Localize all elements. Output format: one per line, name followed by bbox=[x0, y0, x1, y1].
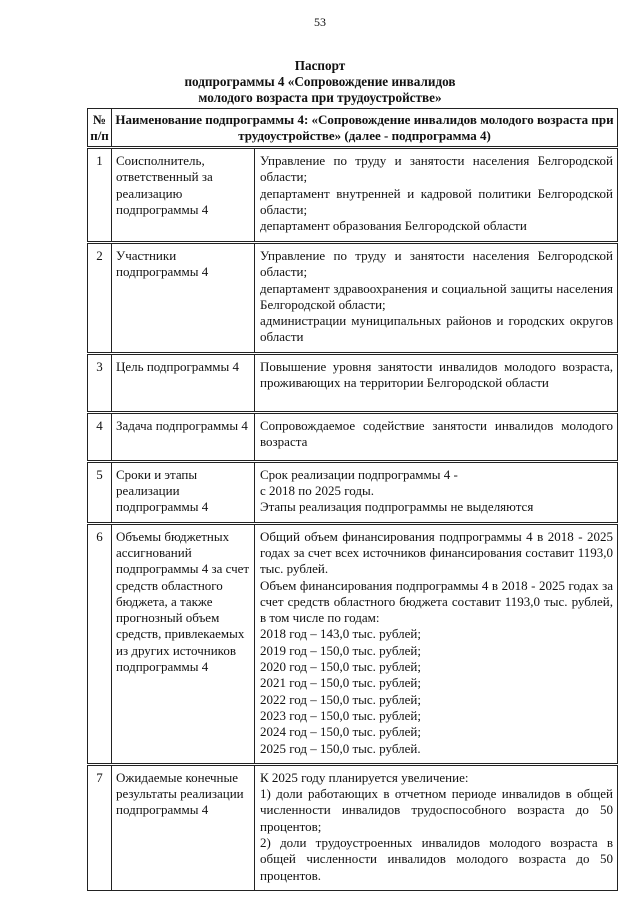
table-row bbox=[88, 353, 618, 412]
row-value bbox=[255, 412, 618, 461]
row-value-line: 2020 год – 150,0 тыс. рублей; bbox=[260, 659, 421, 675]
title-line-2: подпрограммы 4 «Сопровождение инвалидов bbox=[184, 74, 456, 89]
row-number: 5 bbox=[88, 461, 112, 523]
row-value bbox=[255, 353, 618, 412]
row-value bbox=[255, 461, 618, 523]
row-value-line: Срок реализации подпрограммы 4 - bbox=[260, 466, 458, 482]
row-value-line: Этапы реализация подпрограммы не выделяются bbox=[260, 499, 534, 515]
table-row bbox=[88, 461, 618, 523]
row-value-line: Объем финансирования подпрограммы 4 в 2018 - 2025 годах за счет средств областного бюджета составит 1193,0 тыс. рублей, в том числе по годам: bbox=[260, 577, 614, 626]
row-value bbox=[255, 764, 618, 890]
header-name: Наименование подпрограммы 4: «Сопровождение инвалидов молодого возраста при трудоустройстве» (далее - подпрограмма 4) bbox=[112, 109, 618, 148]
row-value-line: администрации муниципальных районов и городских округов области bbox=[260, 313, 614, 345]
document-title bbox=[0, 58, 640, 106]
row-value bbox=[255, 523, 618, 764]
row-value-line: К 2025 году планируется увеличение: bbox=[260, 769, 469, 785]
row-label: Ожидаемые конечные результаты реализации подпрограммы 4 bbox=[112, 764, 255, 890]
row-value-line: Управление по труду и занятости населения Белгородской области; bbox=[260, 153, 614, 185]
row-value-line: 2018 год – 143,0 тыс. рублей; bbox=[260, 626, 421, 642]
table-row bbox=[88, 243, 618, 354]
row-value-line: 2023 год – 150,0 тыс. рублей; bbox=[260, 707, 421, 723]
row-value bbox=[255, 148, 618, 243]
row-label: Объемы бюджетных ассигнований подпрограммы 4 за счет средств областного бюджета, а также прогнозный объем средств, привлекаемых из других источников подпрограммы 4 bbox=[112, 523, 255, 764]
row-number: 7 bbox=[88, 764, 112, 890]
table-header-row bbox=[88, 109, 618, 148]
row-value-line: департамент здравоохранения и социальной защиты населения Белгородской области; bbox=[260, 280, 614, 312]
row-value bbox=[255, 243, 618, 354]
row-label: Участники подпрограммы 4 bbox=[112, 243, 255, 354]
row-value-line: 1) доли работающих в отчетном периоде инвалидов в общей численности инвалидов трудоспособного возраста до 50 процентов; bbox=[260, 786, 614, 834]
row-number: 2 bbox=[88, 243, 112, 354]
row-value-line: Общий объем финансирования подпрограммы 4 в 2018 - 2025 годах за счет всех источников финансирования составит 1193,0 тыс. рублей. bbox=[260, 528, 614, 577]
row-label: Соисполнитель, ответственный за реализацию подпрограммы 4 bbox=[112, 148, 255, 243]
row-value-line: Сопровождаемое содействие занятости инвалидов молодого возраста bbox=[260, 417, 614, 450]
table-row bbox=[88, 764, 618, 890]
row-value-line: Повышение уровня занятости инвалидов молодого возраста, проживающих на территории Белгородской области bbox=[260, 358, 614, 391]
table-row bbox=[88, 412, 618, 461]
row-value-line: Управление по труду и занятости населения Белгородской области; bbox=[260, 248, 614, 280]
row-value-line: 2024 год – 150,0 тыс. рублей; bbox=[260, 724, 421, 740]
row-value-line: 2021 год – 150,0 тыс. рублей; bbox=[260, 675, 421, 691]
row-number: 1 bbox=[88, 148, 112, 243]
row-number: 6 bbox=[88, 523, 112, 764]
row-label: Цель подпрограммы 4 bbox=[112, 353, 255, 412]
row-value-line: департамент образования Белгородской области bbox=[260, 218, 527, 234]
row-number: 3 bbox=[88, 353, 112, 412]
table-row bbox=[88, 523, 618, 764]
page-number: 53 bbox=[314, 15, 326, 29]
title-line-1: Паспорт bbox=[294, 58, 346, 73]
row-value-line: 2025 год – 150,0 тыс. рублей. bbox=[260, 740, 421, 756]
row-value-line: 2019 год – 150,0 тыс. рублей; bbox=[260, 642, 421, 658]
row-number: 4 bbox=[88, 412, 112, 461]
row-label: Сроки и этапы реализации подпрограммы 4 bbox=[112, 461, 255, 523]
row-value-line: 2022 год – 150,0 тыс. рублей; bbox=[260, 691, 421, 707]
table-row bbox=[88, 148, 618, 243]
header-num: № п/п bbox=[88, 109, 112, 148]
row-value-line: с 2018 по 2025 годы. bbox=[260, 483, 374, 499]
row-value-line: департамент внутренней и кадровой политики Белгородской области; bbox=[260, 185, 614, 217]
row-label: Задача подпрограммы 4 bbox=[112, 412, 255, 461]
passport-table bbox=[87, 108, 618, 891]
title-line-3: молодого возраста при трудоустройстве» bbox=[198, 90, 442, 105]
row-value-line: 2) доли трудоустроенных инвалидов молодого возраста в общей численности инвалидов молодого возраста до 50 процентов. bbox=[260, 835, 614, 883]
